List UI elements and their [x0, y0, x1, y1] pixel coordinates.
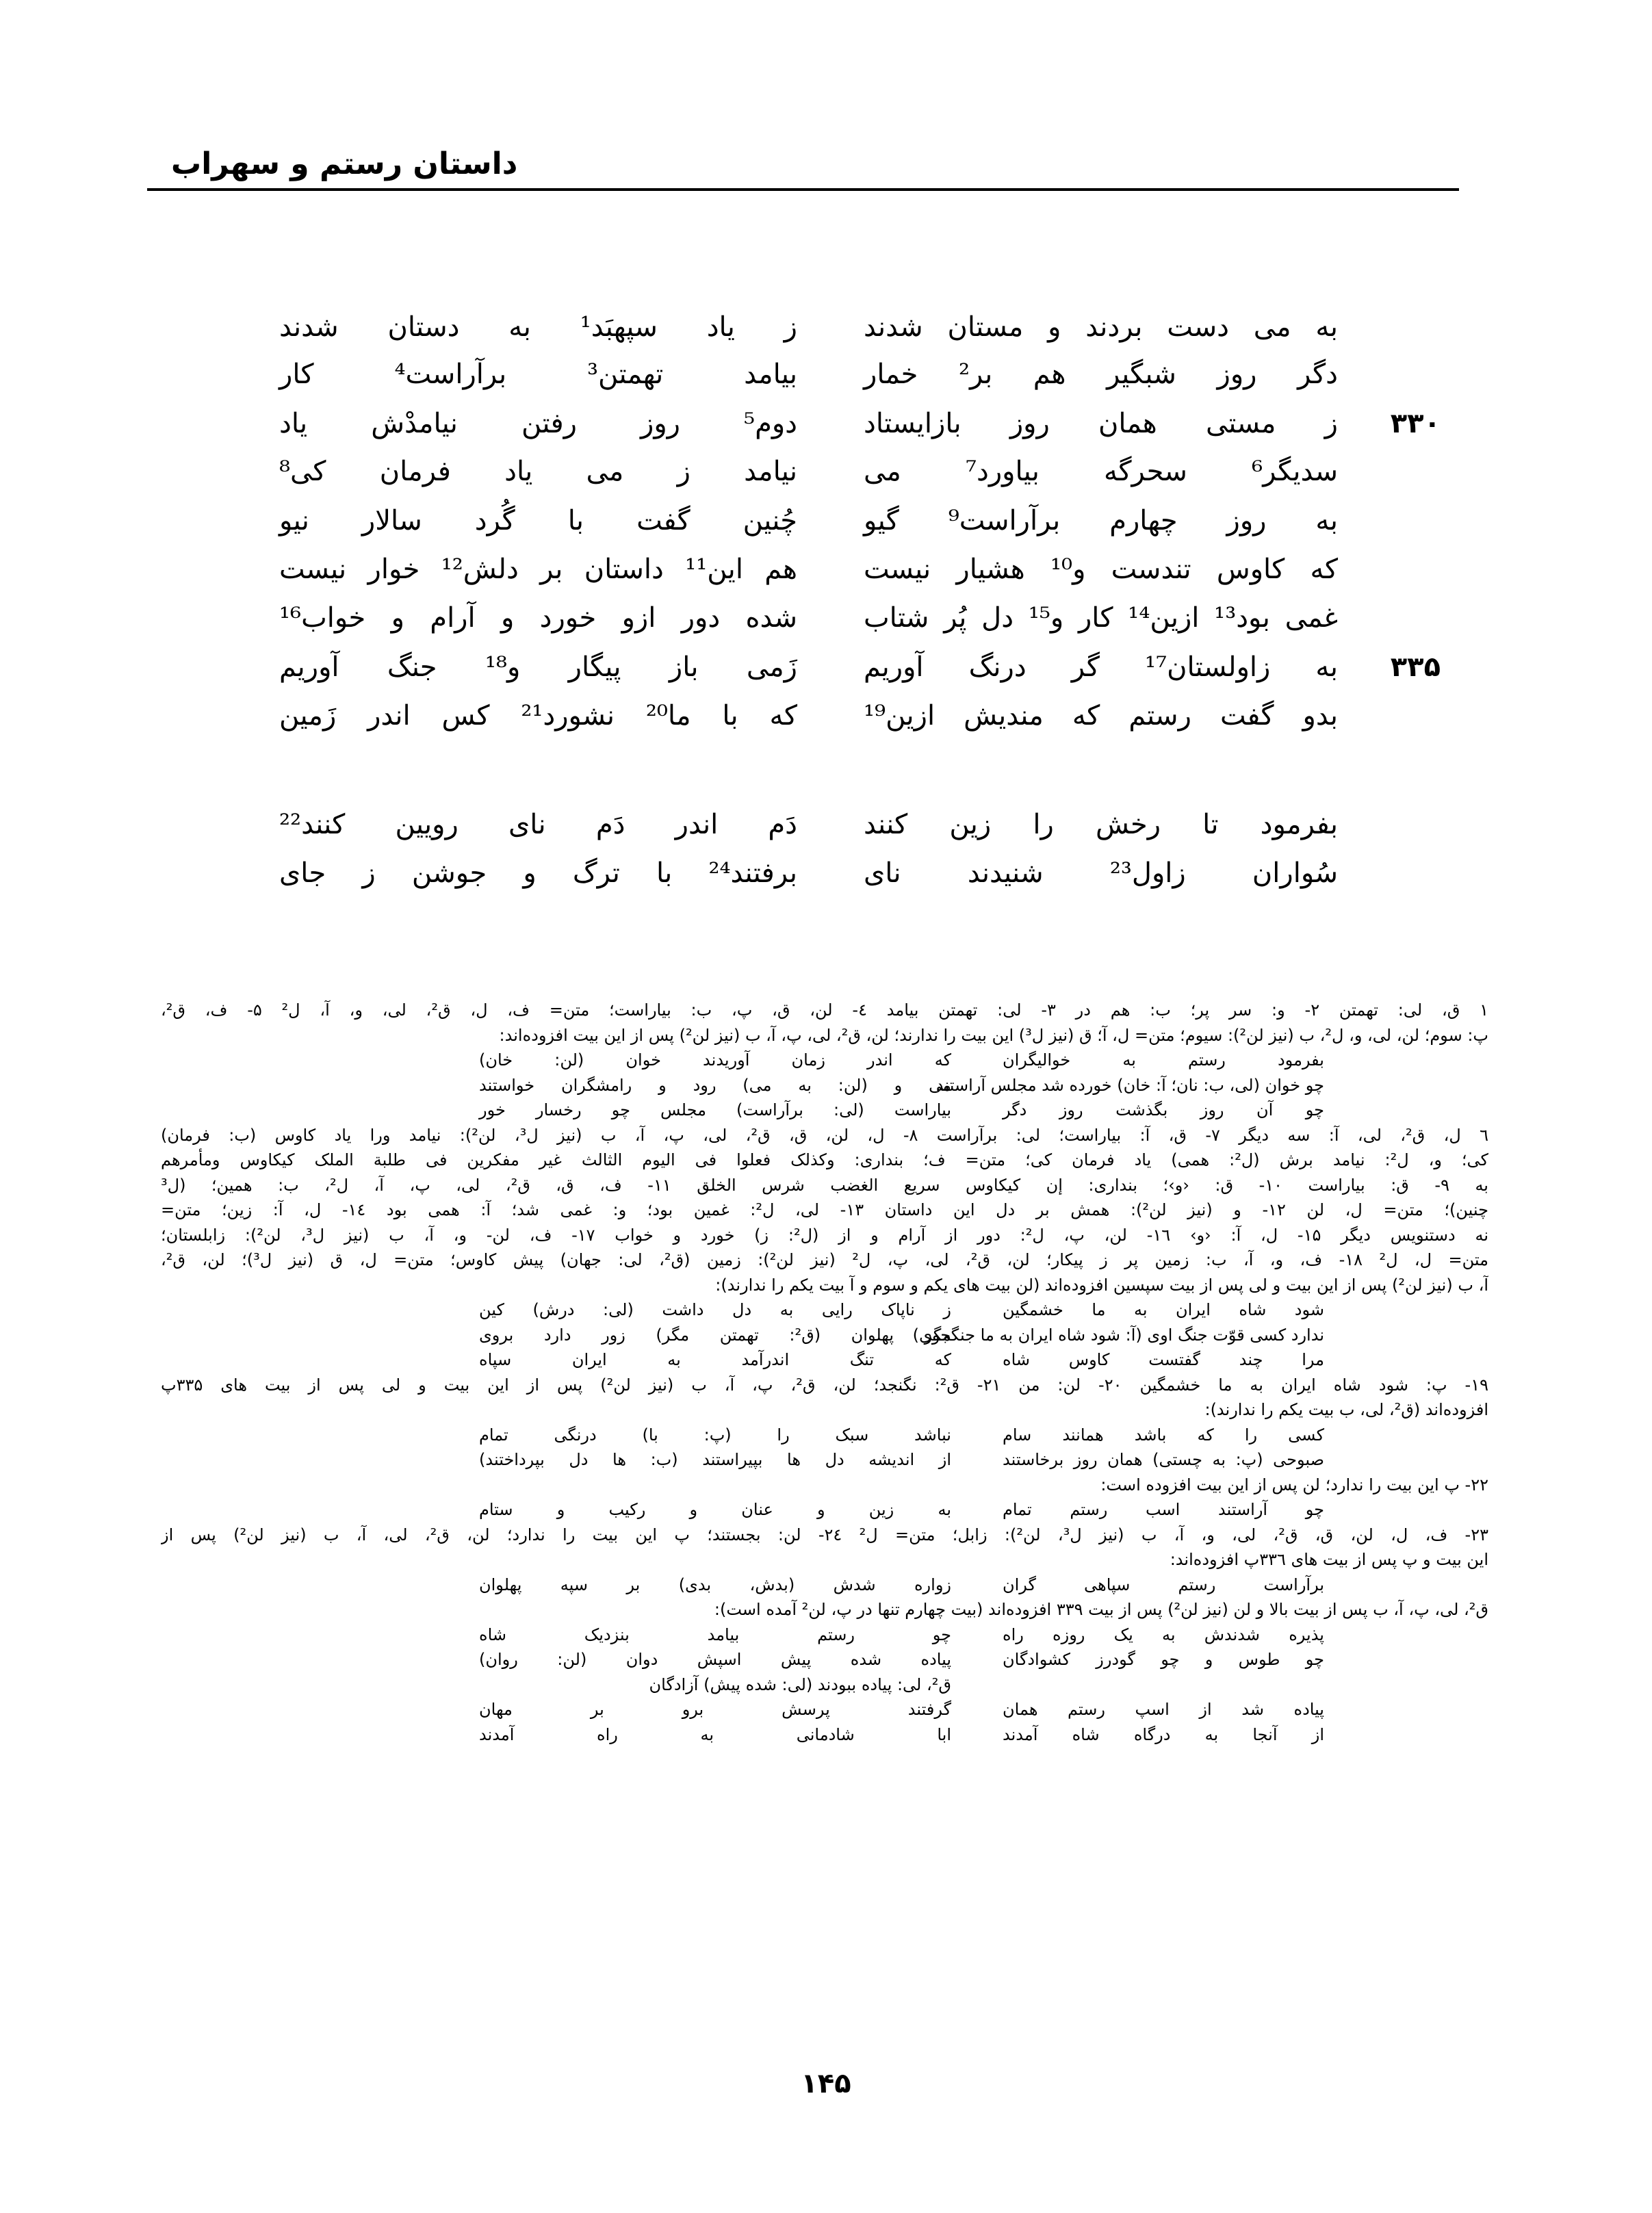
variant-hemistich-first: پیاده شد از اسپ رستم همان [1003, 1700, 1324, 1719]
variant-hemistich-second: زواره شدش (بدش، بدی) بر سپه پهلوان [479, 1575, 951, 1594]
apparatus-variant-verse [161, 1573, 1488, 1598]
variant-hemistich-first: چو طوس و چو گودرز کشوادگان [1003, 1650, 1324, 1669]
verse-row [0, 596, 1652, 640]
hemistich-first: ز مستی همان روز بازایستاد [864, 408, 1338, 439]
running-title [171, 142, 582, 186]
apparatus-note-line: ۱ ق، لی: تهمتن ۲- و: سر پر؛ ب: هم در ۳- لی: تهمتن بیامد ٤- لن، ق، پ، ب: بیاراست؛ متن= ف، ل، ق²، لی، و، آ، ل² ۵- ف، ق²، [161, 1000, 1488, 1020]
apparatus-note-line: به ۹- ق: بیاراست ۱۰- ق: ‹و›؛ بنداری: إن کیکاوس سریع الغضب شرس الخلق ۱۱- ف، ق، ق²، لی، پ، آ، ل²، ب: همین؛ (ل³ [161, 1175, 1488, 1195]
apparatus-note-line: نه دستنویس دیگر ۱۵- ل، آ: ‹و› ۱٦- لن، پ، ل²: دور از آرام و از (ل²: ز) خورد و خواب ۱۷- ف، لن- و، آ، ب (نیز ل³، لن²): زابلستان؛ [161, 1225, 1488, 1245]
variant-hemistich-second: از اندیشه دل ها بپیراستند (ب: ها دل بپرداختند) [479, 1450, 951, 1469]
verse-row [0, 803, 1652, 846]
variant-hemistich-first: پذیره شدندش به یک روزه راه [1003, 1625, 1324, 1644]
variant-hemistich-second: نباشد سبک را (پ: با) درنگی تمام [479, 1425, 951, 1445]
variant-hemistich-first: ندارد کسی قوّت جنگ اوی (آ: شود شاه ایران به ما جنگجوی) [912, 1325, 1324, 1345]
verse-number [1358, 352, 1441, 396]
apparatus-variant-verse [161, 1048, 1488, 1073]
variant-hemistich-first: برآراست رستم سپاهی گران [1003, 1575, 1324, 1594]
variant-hemistich-first: شود شاه ایران به ما خشمگین [1003, 1300, 1324, 1319]
verse-row [0, 499, 1652, 543]
apparatus-variant-verse [161, 1672, 1488, 1698]
hemistich-second: زَمی باز پیگار و¹⁸ جنگ آوریم [279, 651, 797, 683]
hemistich-first: سُواران زاول²³ شنیدند نای [864, 857, 1338, 889]
apparatus-note-line: ۱۹- پ: شود شاه ایران به ما خشمگین ۲۰- لن: من ۲۱- ق²: نگنجد؛ لن، ق²، پ، آ، ب (نیز لن²) پس از این بیت و لی پس از بیت های ۳۳۵پ [161, 1375, 1488, 1395]
apparatus-variant-verse [161, 1098, 1488, 1123]
hemistich-second: که با ما²⁰ نشورد²¹ کس اندر زَمین [279, 700, 797, 732]
hemistich-second: دَم اندر دَم نای رویین کنند²² [279, 809, 797, 840]
verse-number [1358, 547, 1441, 591]
variant-hemistich-first: مرا چند گفتست کاوس شاه [1003, 1350, 1324, 1369]
apparatus-variant-verse [161, 1647, 1488, 1672]
hemistich-first: دگر روز شبگیر هم بر² خمار [864, 359, 1338, 390]
variant-hemistich-first [1003, 1672, 1324, 1698]
hemistich-first: بفرمود تا رخش را زین کنند [864, 809, 1338, 840]
apparatus-note-line: چنین)؛ متن= ل، لن ۱۲- و (نیز لن²): همش بر دل این داستان ۱۳- لی، ل²: غمین بود؛ و: غمی شد؛ آ: همی بود ۱٤- ل، آ: زین؛ متن= [161, 1200, 1488, 1219]
verse-number [1358, 305, 1441, 349]
hemistich-first: به روز چهارم برآراست⁹ گیو [864, 505, 1338, 536]
apparatus-note-line: کی؛ و، ل²: نیامد برش (ل²: همی) یاد فرمان کی؛ متن= ف؛ بنداری: وکذلک فعلوا فی الیوم الثالث غیر مفکرین فی طلبة الملک کیکاوس ومأمرهم [161, 1150, 1488, 1169]
verse-row [0, 851, 1652, 895]
variant-hemistich-first: چو آراستند اسب رستم تمام [1003, 1500, 1324, 1519]
variant-hemistich-second: می و (لن: به می) رود و رامشگران خواستند [479, 1075, 951, 1095]
variant-hemistich-second: چو رستم بیامد بنزدیک شاه [479, 1625, 951, 1644]
variant-hemistich-first: بفرمود رستم به خوالیگران [1003, 1050, 1324, 1070]
verse-row [0, 352, 1652, 396]
hemistich-second: نیامد ز می یاد فرمان کی⁸ [279, 456, 797, 487]
variant-hemistich-second: بیاراست (لی: برآراست) مجلس چو رخسار خور [479, 1100, 951, 1120]
page-number: ۱۴۵ [801, 2068, 851, 2099]
apparatus-note-line: متن= ل، ل² ۱۸- ف، و، آ، ب: زمین پر ز پیکار؛ لن، ق²، لی، پ، ل² (نیز لن²): زمین (ق²، لی: جهان) پیش کاوس؛ متن= ل، ق (نیز ل³)؛ لن، ق²، [161, 1250, 1488, 1269]
apparatus-variant-verse [161, 1323, 1488, 1348]
apparatus-note-line: ۲۲- پ این بیت را ندارد؛ لن پس از این بیت افزوده است: [1100, 1475, 1488, 1494]
verse-number: ۳۳۵ [1390, 651, 1441, 683]
critical-apparatus [161, 998, 1488, 1747]
variant-hemistich-second: ق²، لی: پیاده ببودند (لی: شده پیش) آزادگان [649, 1674, 951, 1694]
verse-number [1358, 450, 1441, 493]
apparatus-note-line: پ: سوم؛ لن، لی، و، ل²، ب (نیز لن²): سیوم؛ متن= ل، آ؛ ق (نیز ل³) این بیت را ندارند؛ لن، ق²، لی، پ، آ، ب (نیز لن²) پس از این بیت افزوده‌اند: [499, 1025, 1488, 1045]
header-rule [147, 188, 1459, 191]
verse-number [1358, 596, 1441, 640]
hemistich-first: به می دست بردند و مستان شدند [864, 311, 1338, 343]
hemistich-first: به زاولستان¹⁷ گر درنگ آوریم [864, 651, 1338, 683]
verse-row [0, 450, 1652, 493]
verse-number: ۳۳۰ [1390, 408, 1441, 439]
verse-row [0, 402, 1652, 445]
apparatus-variant-verse [161, 1622, 1488, 1648]
apparatus-variant-verse [161, 1423, 1488, 1448]
apparatus-note-line: ٦ ل، ق²، لی، آ: سه دیگر ۷- ق، آ: بیاراست؛ لی: برآراست ۸- ل، لن، ق، ق²، لی، پ، آ، ب (نیز ل³، لن²): نیامد ورا یاد کاوس (ب: فرمان) [161, 1125, 1488, 1145]
hemistich-first: بدو گفت رستم که مندیش ازین¹⁹ [864, 700, 1338, 732]
apparatus-variant-verse [161, 1447, 1488, 1473]
apparatus-variant-verse [161, 1347, 1488, 1373]
hemistich-second: چُنین گفت با گُرد سالار نیو [279, 505, 797, 536]
variant-hemistich-second: به زین و عنان و رکیب و ستام [479, 1500, 951, 1519]
apparatus-note-line: ۲۳- ف، ل، لن، ق، ق²، لی، و، آ، ب (نیز ل³، لن²): زابل؛ متن= ل² ۲٤- لن: بجستند؛ پ این بیت را ندارد؛ لن، ق²، لی، آ، ب (نیز لن²) پس از [161, 1525, 1488, 1544]
hemistich-first: غمی بود¹³ ازین¹⁴ کار و¹⁵ دل پُر شتاب [864, 602, 1338, 634]
variant-hemistich-second: مگر پهلوان (ق²: تهمتن مگر) زور دارد بروی [479, 1325, 951, 1345]
apparatus-note-line: افزوده‌اند (ق²، لی، ب بیت یکم را ندارند): [1204, 1400, 1488, 1419]
hemistich-second: هم این¹¹ داستان بر دلش¹² خوار نیست [279, 554, 798, 585]
hemistich-second: بیامد تهمتن³ برآراست⁴ کار [279, 359, 797, 390]
variant-hemistich-first: چو خوان (لی، ب: نان؛ آ: خان) خورده شد مجلس آراستند [935, 1075, 1324, 1095]
apparatus-variant-verse [161, 1297, 1488, 1323]
hemistich-second: دوم⁵ روز رفتن نیامدْش یاد [279, 408, 797, 439]
verse-row [0, 694, 1652, 738]
verse-number [1358, 803, 1441, 846]
variant-hemistich-second: که تنگ اندرآمد به ایران سپاه [479, 1350, 951, 1369]
variant-hemistich-second: که اندر زمان آوریدند خوان (لن: خان) [479, 1050, 951, 1070]
hemistich-first: سدیگر⁶ سحرگه بیاورد⁷ می [864, 456, 1338, 487]
running-title-text: داستان رستم و سهراب [171, 146, 518, 181]
apparatus-note-line: آ، ب (نیز لن²) پس از این بیت و لی پس از بیت سپسین افزوده‌اند (لن بیت های یکم و سوم و آ بیت یکم را ندارند): [715, 1275, 1488, 1295]
apparatus-variant-verse [161, 1497, 1488, 1523]
verse-row [0, 305, 1652, 349]
verse-row [0, 547, 1652, 591]
variant-hemistich-first: چو آن روز بگذشت روز دگر [1003, 1100, 1324, 1120]
apparatus-note-line: این بیت و پ پس از بیت های ۳۳٦پ افزوده‌اند: [1170, 1550, 1488, 1569]
variant-hemistich-first: از آنجا به درگاه شاه آمدند [1003, 1724, 1324, 1744]
variant-hemistich-first: کسی را که باشد همانند سام [1003, 1425, 1324, 1445]
hemistich-second: شده دور ازو خورد و آرام و خواب¹⁶ [279, 602, 797, 634]
variant-hemistich-second: ابا شادمانی به راه آمدند [479, 1724, 951, 1744]
verse-number [1358, 694, 1441, 738]
apparatus-note-line: ق²، لی، پ، آ، ب پس از بیت بالا و لن (نیز لن²) پس از بیت ۳۳۹ افزوده‌اند (بیت چهارم تنها در پ، لن² آمده است): [714, 1600, 1488, 1619]
hemistich-second: ز یاد سپهبَد¹ به دستان شدند [279, 311, 797, 343]
apparatus-variant-verse [161, 1722, 1488, 1748]
hemistich-second: برفتند²⁴ با ترگ و جوشن ز جای [279, 857, 797, 889]
verse-number [1358, 499, 1441, 543]
apparatus-variant-verse [161, 1073, 1488, 1098]
variant-hemistich-second: پیاده شده پیش اسپش دوان (لن: روان) [479, 1650, 951, 1669]
verse-row [0, 645, 1652, 689]
variant-hemistich-second: گرفتند پرسش برو بر مهان [479, 1700, 951, 1719]
variant-hemistich-second: ز ناپاک رایی به دل داشت (لی: درش) کین [479, 1300, 951, 1319]
variant-hemistich-first: صبوحی (پ: به چستی) همان روز برخاستند [1003, 1450, 1324, 1469]
apparatus-variant-verse [161, 1697, 1488, 1722]
verse-number [1358, 851, 1441, 895]
hemistich-first: که کاوس تندست و¹⁰ هشیار نیست [864, 554, 1338, 585]
